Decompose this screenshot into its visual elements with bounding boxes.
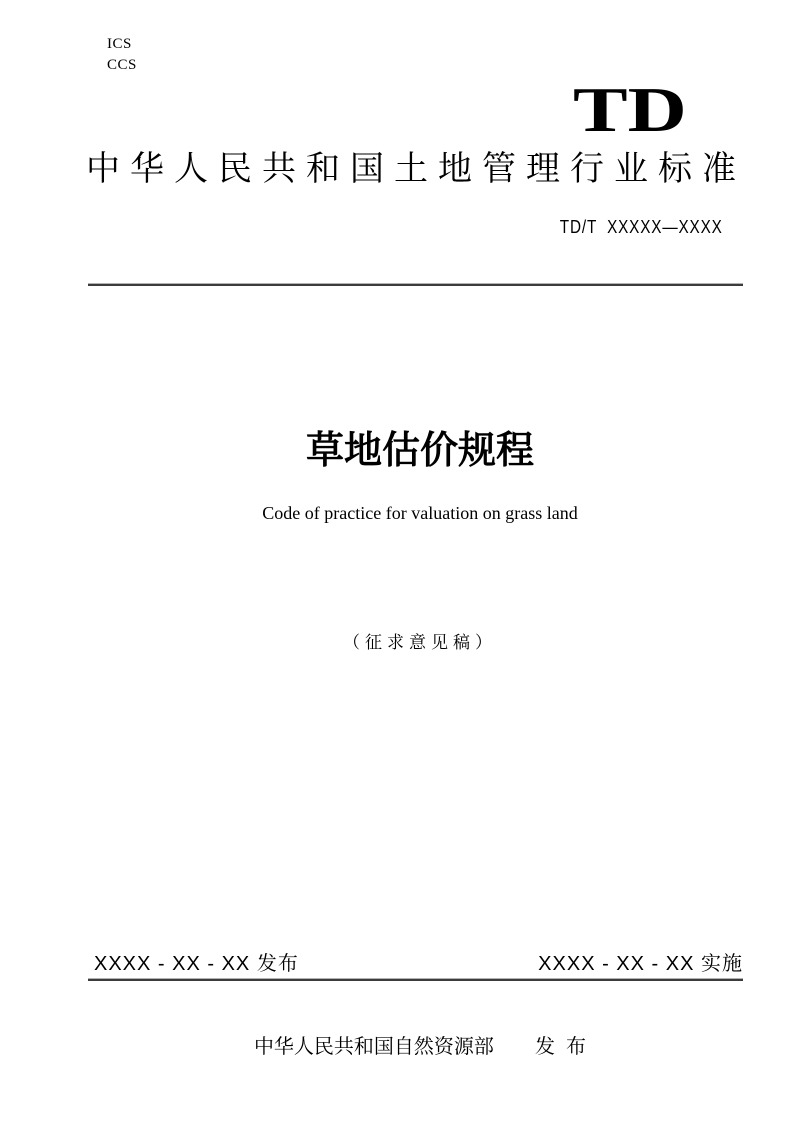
title-char: 理 bbox=[526, 150, 560, 188]
footer-divider-rule bbox=[88, 978, 743, 981]
classification-codes bbox=[107, 34, 137, 76]
title-char: 准 bbox=[702, 150, 736, 188]
issue-date: XXXX - XX - XX 发布 bbox=[94, 953, 299, 975]
document-title-en: Code of practice for valuation on grass land bbox=[262, 503, 578, 523]
title-char: 国 bbox=[350, 150, 384, 188]
ics-label: ICS bbox=[107, 36, 132, 52]
title-char: 土 bbox=[394, 150, 428, 188]
date-row bbox=[88, 951, 743, 977]
td-standard-logo: TD bbox=[573, 75, 687, 145]
standard-category-title bbox=[86, 149, 736, 189]
ccs-label: CCS bbox=[107, 57, 137, 73]
title-char: 地 bbox=[438, 150, 472, 188]
document-title-cn: 草地估价规程 bbox=[305, 430, 534, 472]
publisher-row bbox=[40, 1034, 800, 1060]
title-char: 人 bbox=[174, 150, 208, 188]
standard-number: TD/T XXXXX—XXXX bbox=[560, 217, 723, 237]
title-char: 标 bbox=[658, 150, 692, 188]
title-char: 管 bbox=[482, 150, 516, 188]
title-char: 华 bbox=[130, 150, 164, 188]
title-char: 民 bbox=[218, 150, 252, 188]
title-char: 业 bbox=[614, 150, 648, 188]
header-divider-rule bbox=[88, 283, 743, 286]
publisher-name: 中华人民共和国自然资源部 bbox=[253, 1036, 494, 1058]
implement-date: XXXX - XX - XX 实施 bbox=[538, 953, 743, 975]
title-char: 行 bbox=[570, 150, 604, 188]
title-char: 共 bbox=[262, 150, 296, 188]
draft-status-note: （征求意见稿） bbox=[343, 633, 497, 652]
title-char: 中 bbox=[86, 150, 120, 188]
publish-label: 发 布 bbox=[534, 1036, 587, 1058]
title-char: 和 bbox=[306, 150, 340, 188]
